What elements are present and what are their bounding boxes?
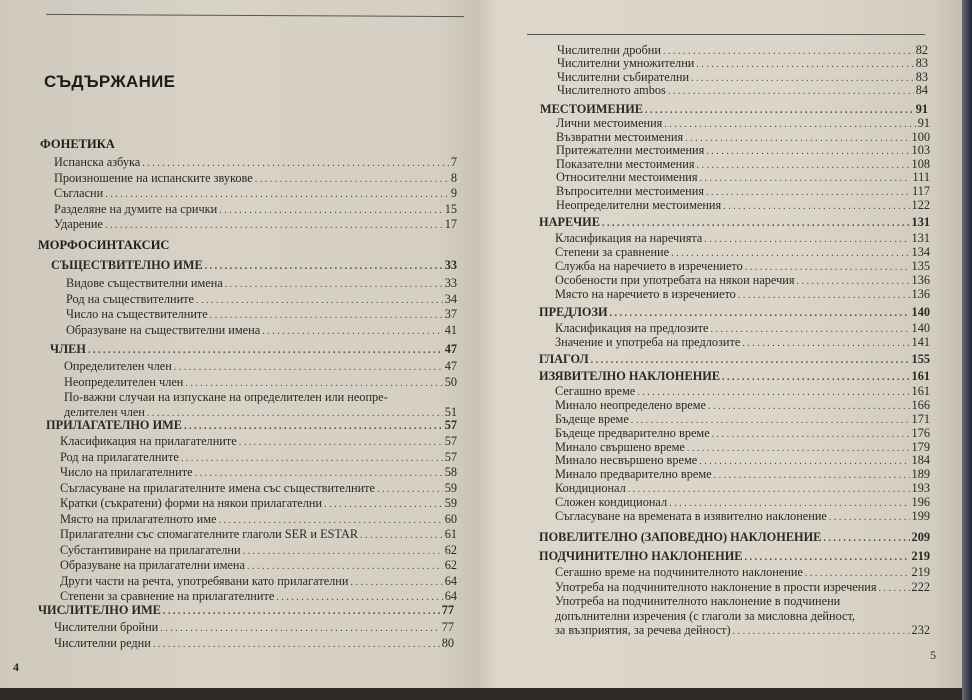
leader-dots [350, 575, 442, 591]
toc-entry[interactable] [60, 481, 457, 497]
leader-dots [185, 376, 442, 392]
entry-page: 161 [911, 384, 930, 398]
toc-entry[interactable] [556, 185, 930, 199]
entry-label: Класификация на наречията [555, 231, 703, 245]
entry-page: 41 [444, 322, 457, 337]
leader-dots [664, 118, 915, 132]
toc-entry[interactable] [555, 259, 930, 273]
toc-entry[interactable] [64, 375, 457, 391]
entry-page: 58 [444, 465, 457, 479]
toc-entry[interactable] [60, 512, 457, 528]
toc-entry[interactable] [557, 44, 928, 57]
leader-dots [153, 637, 440, 653]
entry-page: 15 [444, 201, 457, 216]
toc-list-phonetics [54, 155, 457, 233]
leader-dots [691, 72, 914, 85]
entry-label: Класификация на прилагателните [60, 434, 237, 448]
entry-page: 82 [915, 43, 928, 57]
entry-label: Бъдеще предварително време [555, 425, 710, 440]
toc-list-noun [51, 258, 457, 274]
header-rule [46, 14, 464, 17]
entry-page: 193 [911, 481, 930, 496]
entry-page: 176 [911, 425, 930, 440]
entry-label: Степени за сравнение [555, 245, 670, 259]
entry-page: 83 [915, 56, 928, 71]
entry-page: 50 [444, 374, 457, 389]
entry-label: Степени за сравнение на прилагателните [60, 589, 275, 603]
entry-page: 57 [444, 449, 457, 464]
toc-entry[interactable] [556, 158, 930, 172]
leader-dots [829, 511, 910, 525]
toc-list-indicative-items [555, 385, 930, 524]
entry-page: 135 [911, 259, 930, 273]
leader-dots [628, 483, 910, 497]
entry-label: Минало неопределено време [555, 397, 706, 412]
toc-chapter-entry[interactable] [539, 530, 930, 546]
leader-dots [738, 289, 910, 303]
entry-label: Число на прилагателните [60, 465, 193, 479]
entry-page: 222 [911, 579, 930, 594]
entry-label: Образуване на съществителни имена [66, 322, 261, 337]
leader-dots [262, 324, 443, 340]
toc-entry[interactable] [555, 273, 930, 287]
leader-dots [218, 513, 442, 529]
toc-entry[interactable] [557, 57, 928, 70]
entry-page: 91 [917, 116, 930, 130]
entry-label: Бъдеще време [555, 411, 629, 426]
entry-label: Съгласни [54, 186, 104, 200]
chapter-page: 209 [911, 530, 930, 544]
entry-page: 60 [444, 511, 457, 526]
toc-entry[interactable] [54, 202, 457, 218]
entry-label: Кратки (съкратени) форми на някои прилагателни [60, 496, 323, 510]
toc-entry[interactable] [556, 199, 930, 213]
entry-label: Род на прилагателните [60, 449, 179, 464]
chapter-label: ПРЕДЛОЗИ [539, 305, 608, 319]
leader-dots [196, 293, 443, 309]
leader-dots [700, 172, 911, 186]
toc-entry-multiline[interactable] [555, 594, 930, 640]
chapter-page: 77 [441, 603, 454, 617]
entry-page: 179 [911, 439, 930, 454]
leader-dots [696, 58, 913, 71]
entry-label-line1: Употреба на подчинителното наклонение в подчинени [555, 594, 841, 608]
chapter-page: 47 [444, 342, 457, 356]
leader-dots [685, 132, 909, 146]
toc-chapter-entry[interactable] [51, 258, 457, 274]
entry-label: Сегашно време [555, 384, 636, 398]
entry-page: 111 [912, 170, 930, 185]
entry-label: Сложен кондиционал [555, 495, 668, 510]
entry-label: Притежателни местоимения [556, 143, 705, 158]
toc-entry[interactable] [66, 307, 457, 323]
entry-label: Образуване на прилагателни имена [60, 558, 245, 572]
entry-label: Съгласуване на времената в изявително наклонение [555, 509, 827, 524]
entry-label: Други части на речта, употребявани като прилагателни [60, 573, 349, 588]
toc-entry[interactable] [555, 399, 930, 413]
chapter-label: ЧИСЛИТЕЛНО ИМЕ [38, 603, 161, 617]
toc-chapter-entry[interactable] [38, 603, 454, 619]
entry-page: 108 [911, 156, 930, 171]
leader-dots [225, 277, 443, 293]
toc-entry[interactable] [66, 292, 457, 308]
entry-label: Лични местоимения [556, 116, 663, 130]
toc-entry[interactable] [555, 413, 930, 427]
leader-dots [105, 187, 449, 203]
entry-page: 59 [444, 496, 457, 510]
toc-list-numeral-cont [557, 44, 928, 97]
toc-entry[interactable] [555, 441, 930, 455]
toc-entry[interactable] [66, 323, 457, 339]
leader-dots [708, 400, 910, 414]
entry-label: Минало несвършено време [555, 453, 698, 468]
entry-page: 134 [911, 245, 930, 259]
leader-dots [722, 370, 910, 386]
chapter-label: СЪЩЕСТВИТЕЛНО ИМЕ [51, 258, 203, 272]
leader-dots [174, 360, 443, 376]
entry-label: Възвратни местоимения [556, 129, 684, 144]
toc-entry[interactable] [60, 434, 457, 450]
chapter-page: 33 [444, 258, 457, 272]
entry-page: 219 [911, 565, 930, 579]
entry-label: Ударение [54, 217, 103, 231]
chapter-page: 155 [911, 352, 930, 366]
toc-entry[interactable] [54, 636, 454, 652]
toc-list-subjunctive-items [555, 565, 930, 640]
leader-dots [163, 604, 440, 620]
toc-entry[interactable] [60, 558, 457, 574]
toc-entry[interactable] [555, 321, 930, 335]
toc-entry[interactable] [60, 543, 457, 559]
leader-dots [733, 625, 910, 640]
leader-dots [797, 275, 910, 289]
leader-dots [710, 323, 909, 337]
toc-entry[interactable] [555, 482, 930, 496]
toc-list-adjective [46, 418, 457, 434]
leader-dots [255, 172, 449, 188]
toc-entry[interactable] [555, 427, 930, 441]
toc-chapter-entry[interactable] [539, 369, 930, 385]
entry-page: 136 [911, 287, 930, 301]
chapter-page: 140 [911, 305, 930, 319]
entry-page: 34 [444, 291, 457, 306]
leader-dots [602, 216, 910, 232]
entry-label: Употреба на подчинителното наклонение в прости изречения [555, 579, 877, 594]
background-edge [962, 0, 972, 700]
entry-label: Място на наречието в изречението [555, 287, 736, 301]
entry-label: Съгласуване на прилагателните имена със съществителните [60, 480, 375, 495]
toc-entry[interactable] [60, 450, 457, 466]
chapter-label: ИЗЯВИТЕЛНО НАКЛОНЕНИЕ [539, 368, 721, 383]
toc-entry[interactable] [555, 510, 930, 524]
chapter-page: 219 [911, 548, 930, 563]
entry-label: Числителни умножителни [557, 56, 695, 71]
entry-page: 61 [444, 527, 457, 541]
chapter-label: НАРЕЧИЕ [539, 215, 600, 229]
toc-list-numeral [38, 603, 454, 619]
section-heading-phonetics: ФОНЕТИКА [40, 137, 115, 151]
toc-entry[interactable] [557, 84, 928, 97]
leader-dots [610, 306, 910, 322]
page-number-left: 4 [13, 660, 19, 674]
entry-label: Видове съществителни имена [66, 276, 223, 290]
page-number-right: 5 [930, 648, 936, 662]
entry-label: Неопределителни местоимения [556, 197, 722, 212]
leader-dots [243, 544, 443, 560]
entry-label: Кондиционал [555, 481, 626, 496]
entry-page: 84 [915, 82, 928, 97]
leader-dots [668, 85, 914, 98]
entry-page: 166 [911, 397, 930, 412]
toc-chapter-entry[interactable] [539, 352, 930, 368]
leader-dots [219, 203, 442, 219]
toc-entry[interactable] [54, 620, 454, 636]
entry-label: Минало свършено време [555, 439, 685, 454]
entry-page: 83 [915, 69, 928, 84]
toc-chapter-entry[interactable] [46, 418, 457, 434]
toc-entry[interactable] [555, 385, 930, 399]
toc-list-verb [539, 352, 930, 384]
entry-page: 62 [444, 542, 457, 557]
entry-page: 196 [911, 495, 930, 510]
leader-dots [239, 435, 443, 451]
entry-label: Числителни събирателни [557, 69, 690, 84]
entry-label: Минало предварително време [555, 467, 712, 482]
entry-page: 131 [911, 231, 930, 245]
entry-label: Значение и употреба на предлозите [555, 335, 741, 349]
header-rule [527, 34, 925, 35]
entry-page: 117 [912, 183, 930, 198]
toc-entry[interactable] [556, 171, 930, 185]
entry-label: Числителното ambos [557, 82, 666, 97]
section-heading-morphosyntax: МОРФОСИНТАКСИС [38, 238, 170, 252]
entry-page: 103 [911, 143, 930, 158]
toc-entry[interactable] [54, 217, 457, 233]
entry-page: 47 [444, 359, 457, 373]
leader-dots [181, 451, 443, 467]
toc-entry[interactable] [555, 454, 930, 468]
leader-dots [142, 156, 449, 172]
entry-label-line1: По-важни случаи на изпускане на определителен или неопре- [64, 390, 388, 404]
toc-entry[interactable] [555, 231, 930, 245]
leader-dots [324, 497, 443, 513]
toc-entry[interactable] [555, 335, 930, 349]
toc-entry[interactable] [556, 117, 930, 131]
toc-entry[interactable] [555, 468, 930, 482]
toc-entry-multiline[interactable] [64, 390, 457, 422]
chapter-label: ПРИЛАГАТЕЛНО ИМЕ [46, 418, 182, 432]
toc-entry[interactable] [54, 171, 457, 187]
leader-dots [591, 353, 910, 369]
toc-list-article-items [64, 359, 457, 422]
leader-dots [105, 218, 443, 234]
entry-page: 57 [444, 434, 457, 448]
toc-entry[interactable] [54, 155, 457, 171]
leader-dots [696, 159, 909, 173]
leader-dots [184, 419, 443, 435]
entry-page: 59 [444, 480, 457, 495]
leader-dots [210, 308, 443, 324]
leader-dots [205, 259, 443, 275]
toc-entry[interactable] [64, 359, 457, 375]
toc-list-preposition [539, 305, 930, 321]
entry-label: Въпросителни местоимения [556, 183, 704, 198]
toc-entry[interactable] [555, 565, 930, 580]
entry-label: Числителни бройни [54, 620, 159, 634]
entry-label: Показателни местоимения [556, 156, 695, 171]
leader-dots [704, 233, 909, 247]
toc-entry[interactable] [60, 496, 457, 512]
toc-entry[interactable] [555, 287, 930, 301]
toc-entry[interactable] [66, 276, 457, 292]
toc-entry[interactable] [54, 186, 457, 202]
page-title: СЪДЪРЖАНИЕ [44, 72, 176, 91]
chapter-label: ЧЛЕН [50, 342, 86, 356]
leader-dots [699, 455, 909, 469]
toc-list-numeral-items [54, 620, 454, 651]
chapter-label: ПОДЧИНИТЕЛНО НАКЛОНЕНИЕ [539, 548, 743, 563]
entry-page: 171 [911, 411, 930, 426]
toc-list-adverb-items [555, 231, 930, 301]
leader-dots [723, 200, 909, 214]
leader-dots [706, 186, 910, 200]
entry-label: Число на съществителните [66, 307, 208, 321]
entry-page: 80 [441, 635, 454, 650]
entry-label: Сегашно време на подчинителното наклонение [555, 565, 803, 579]
chapter-page: 91 [915, 102, 928, 116]
entry-page: 9 [450, 186, 457, 200]
chapter-page: 131 [911, 215, 930, 229]
entry-page: 189 [911, 467, 930, 482]
entry-label: Род на съществителните [66, 291, 195, 306]
toc-entry[interactable] [555, 245, 930, 259]
entry-label-line2: делителен член [64, 405, 145, 419]
entry-label: Служба на наречието в изречението [555, 259, 743, 273]
entry-page: 184 [911, 453, 930, 468]
entry-label: Прилагателни със спомагателните глаголи SER и ESTAR [60, 527, 359, 541]
leader-dots [745, 550, 910, 566]
entry-label-line3: за възприятия, за речева дейност) [555, 623, 731, 637]
entry-page: 77 [441, 620, 454, 634]
entry-page: 7 [450, 155, 457, 169]
leader-dots [714, 469, 910, 483]
toc-entry[interactable] [60, 465, 457, 481]
entry-page: 141 [911, 335, 930, 349]
left-page [0, 0, 488, 688]
entry-label: Място на прилагателното име [60, 511, 217, 526]
entry-label: Произношение на испанските звукове [54, 170, 253, 185]
toc-list-pronoun-items [556, 117, 930, 212]
table-surface [0, 688, 972, 700]
leader-dots [88, 343, 443, 359]
chapter-label: ПОВЕЛИТЕЛНО (ЗАПОВЕДНО) НАКЛОНЕНИЕ [539, 530, 822, 544]
toc-entry[interactable] [557, 71, 928, 84]
entry-page: 100 [911, 129, 930, 144]
toc-list-preposition-items [555, 321, 930, 349]
entry-label: Субстантивиране на прилагателни [60, 542, 241, 557]
entry-label: Числителни дробни [557, 43, 661, 57]
chapter-label: ГЛАГОЛ [539, 352, 589, 366]
entry-page: 64 [444, 573, 457, 588]
toc-list-noun-items [66, 276, 457, 338]
toc-chapter-entry[interactable] [50, 342, 457, 358]
entry-label: Относителни местоимения [556, 170, 698, 185]
leader-dots [706, 145, 909, 159]
toc-entry[interactable] [60, 574, 457, 590]
entry-page: 62 [444, 558, 457, 572]
toc-list-article [50, 342, 457, 358]
toc-chapter-entry[interactable] [539, 305, 930, 321]
chapter-label: МЕСТОИМЕНИЕ [540, 102, 643, 116]
entry-page: 199 [911, 509, 930, 524]
entry-label: Класификация на предлозите [555, 321, 709, 335]
entry-page: 37 [444, 307, 457, 321]
entry-page: 8 [450, 170, 457, 185]
entry-label: Определителен член [64, 359, 172, 373]
leader-dots [742, 337, 909, 351]
toc-list-imperative [539, 530, 930, 564]
entry-label: Разделяне на думите на срички [54, 201, 218, 216]
entry-page: 122 [911, 197, 930, 212]
chapter-page: 57 [444, 418, 457, 432]
toc-entry[interactable] [555, 580, 930, 595]
leader-dots [195, 466, 443, 482]
toc-chapter-entry[interactable] [539, 215, 930, 231]
entry-page: 33 [444, 276, 457, 290]
entry-page: 232 [911, 623, 930, 637]
leader-dots [712, 428, 910, 442]
toc-entry[interactable] [556, 144, 930, 158]
toc-entry[interactable] [556, 131, 930, 145]
toc-list-adjective-items [60, 434, 457, 605]
entry-label: Неопределителен член [64, 374, 184, 389]
toc-entry[interactable] [555, 496, 930, 510]
entry-label-line2: допълнителни изречения (с глаголи за мисловна дейност, [555, 608, 856, 623]
leader-dots [247, 559, 443, 575]
entry-page: 140 [911, 321, 930, 335]
entry-page: 136 [911, 273, 930, 287]
toc-chapter-entry[interactable] [539, 549, 930, 565]
leader-dots [687, 442, 910, 456]
entry-page: 51 [444, 405, 457, 419]
entry-label: Испанска азбука [54, 155, 141, 169]
entry-page: 64 [444, 589, 457, 603]
leader-dots [663, 45, 914, 58]
leader-dots [823, 531, 909, 547]
chapter-page: 161 [911, 368, 930, 383]
toc-list-adverb [539, 215, 930, 231]
right-page [488, 0, 962, 688]
toc-entry[interactable] [60, 527, 457, 543]
entry-page: 17 [444, 217, 457, 231]
leader-dots [360, 528, 443, 544]
entry-label: Особености при употребата на някои наречия [555, 273, 795, 287]
leader-dots [160, 621, 439, 637]
leader-dots [377, 482, 443, 498]
entry-label: Числителни редни [54, 635, 151, 650]
